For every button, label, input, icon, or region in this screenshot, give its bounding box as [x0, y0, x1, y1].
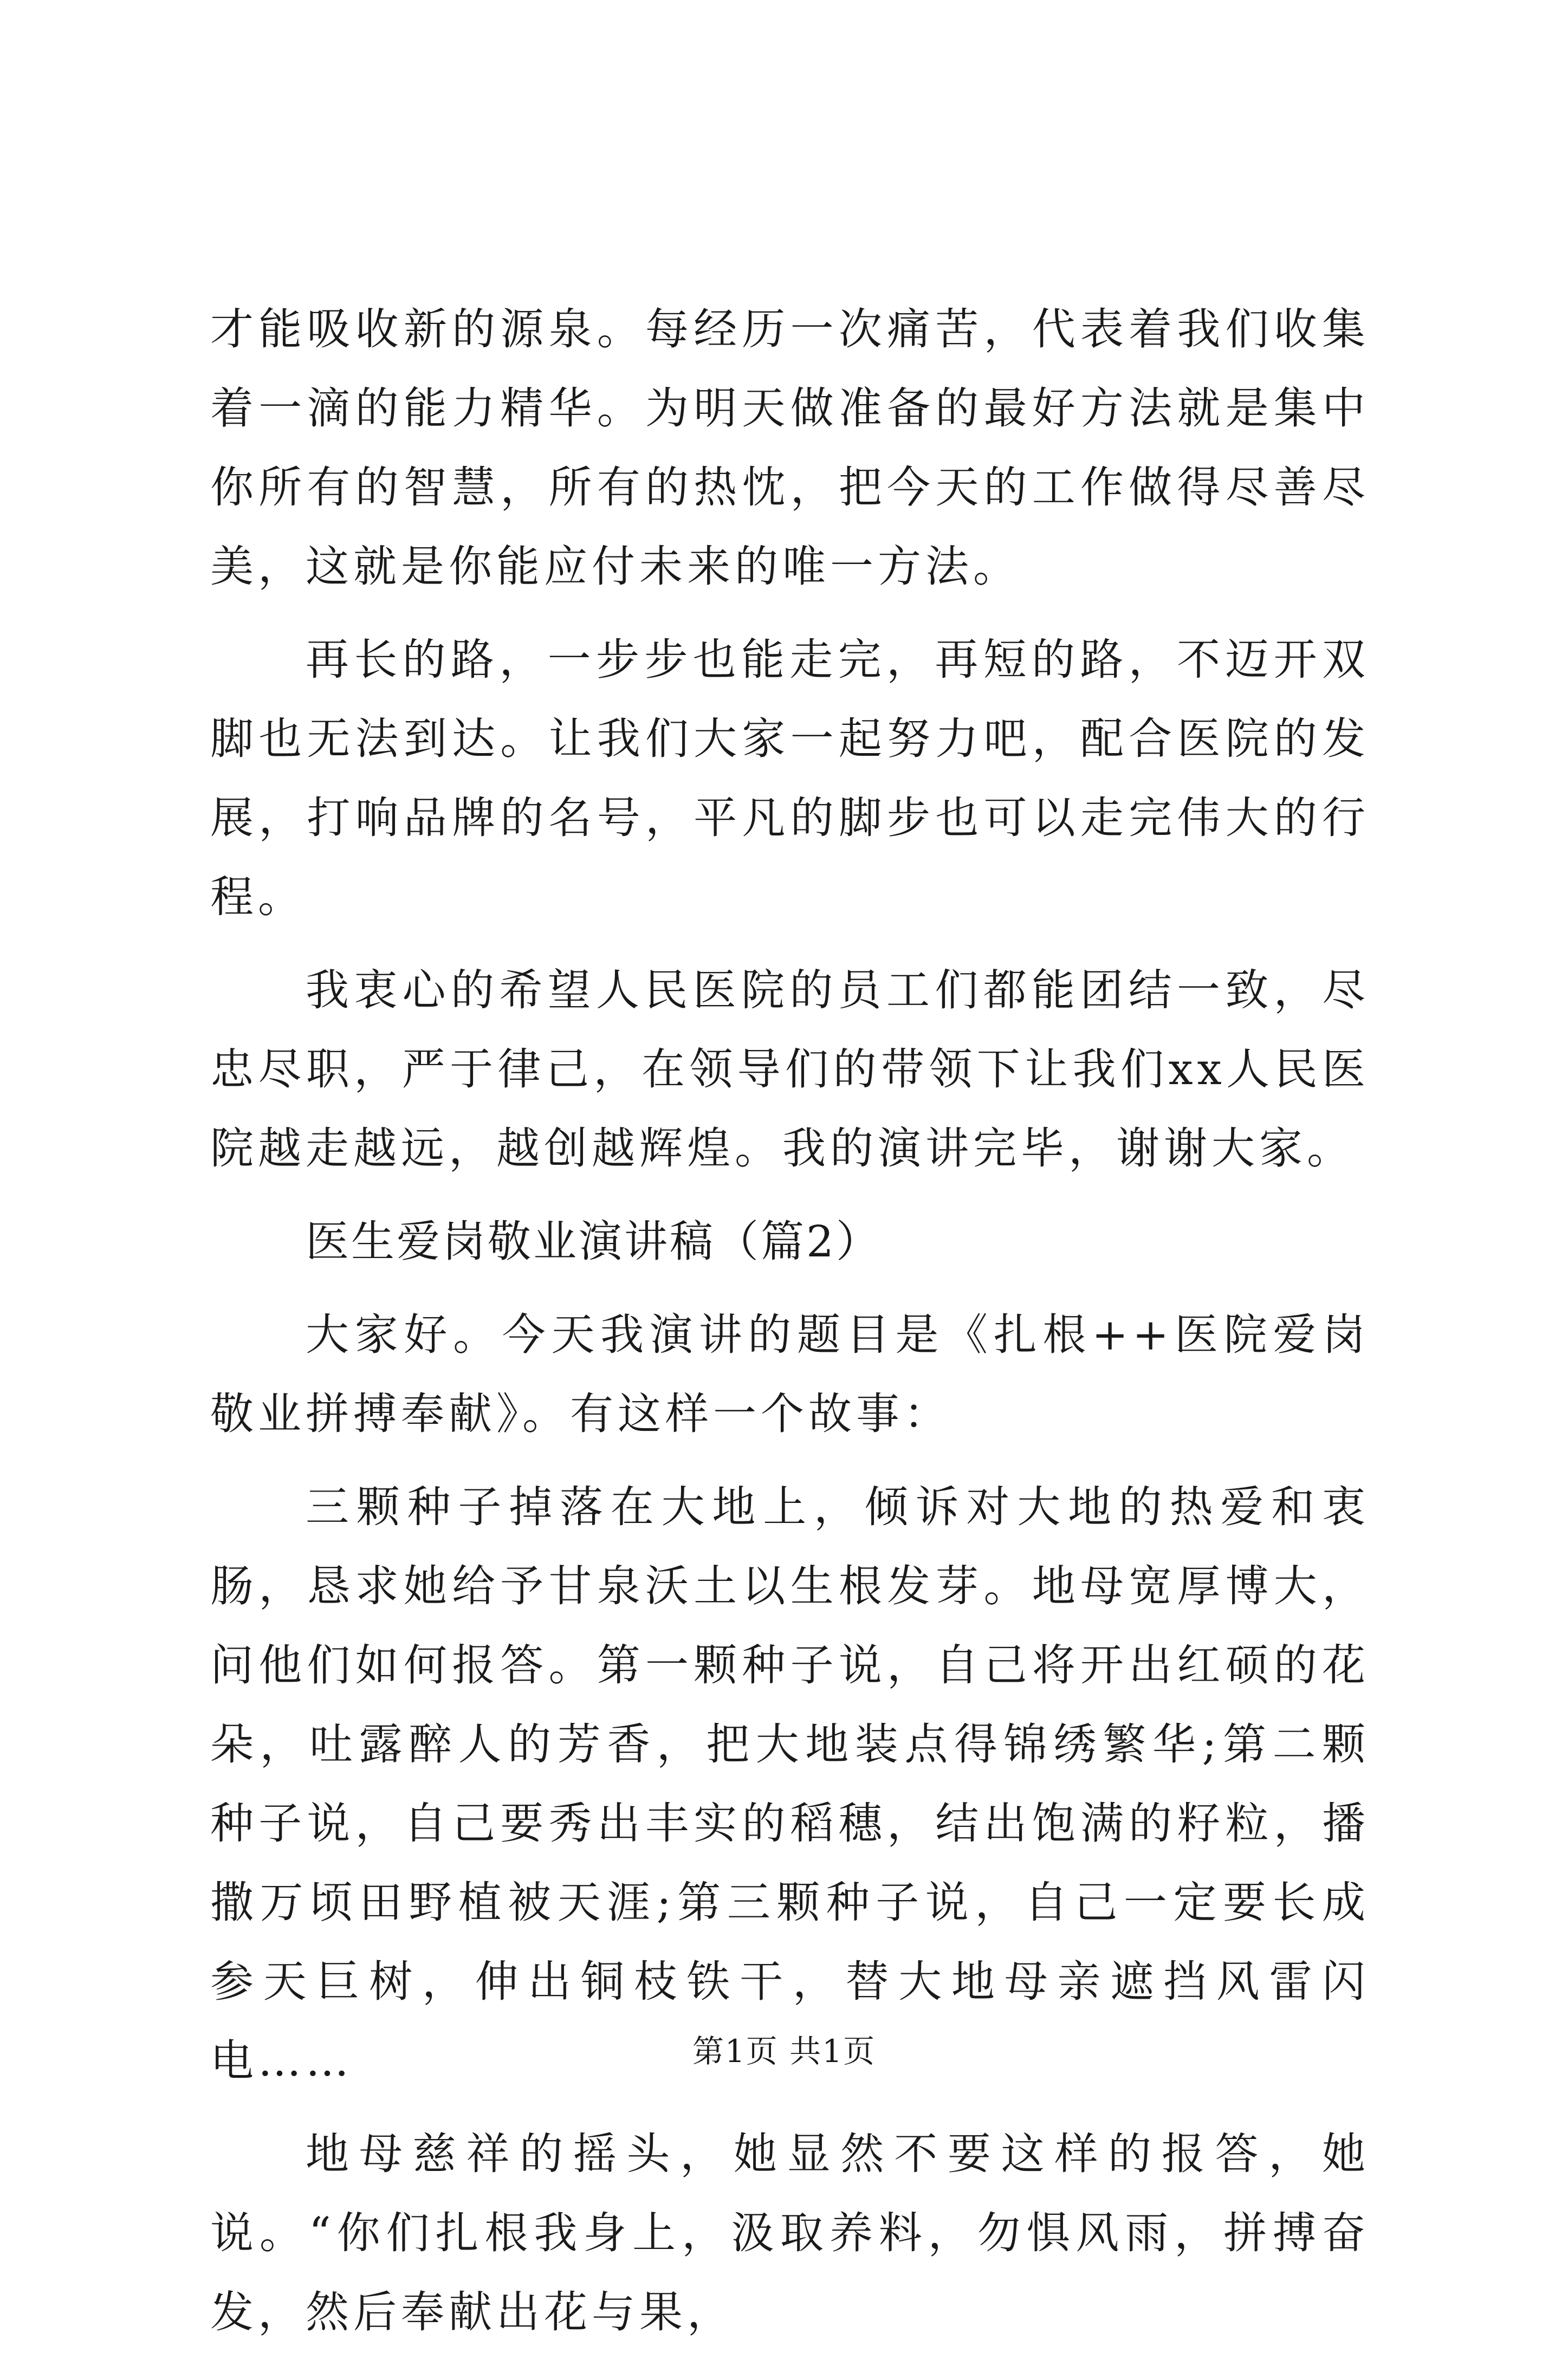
- section-heading: 医生爱岗敬业演讲稿（篇2）: [306, 1216, 882, 1267]
- paragraph-6: 三颗种子掉落在大地上，倾诉对大地的热爱和衷肠，恳求她给予甘泉沃土以生根发芽。地母宽厚博大，问他们如何报答。第一颗种子说，自己将开出红硕的花朵，吐露醉人的芳香，把大地装点得锦绣繁华;第二颗种子说，自己要秀出丰实的稻穗，结出饱满的籽粒，播撒万顷田野植被天涯;第三颗种子说，自己一定要长成参天巨树，伸出铜枝铁干，替大地母亲遮挡风雷闪电……: [210, 1482, 1370, 2086]
- paragraph-7: 地母慈祥的摇头，她显然不要这样的报答，她说。“你们扎根我身上，汲取养料，勿惧风雨，拼搏奋发，然后奉献出花与果，: [210, 2129, 1370, 2337]
- paragraph-5: 大家好。今天我演讲的题目是《扎根++医院爱岗敬业拼搏奉献》。有这样一个故事：: [210, 1310, 1370, 1439]
- paragraph-3: 我衷心的希望人民医院的员工们都能团结一致，尽忠尽职，严于律己，在领导们的带领下让我们xx人民医院越走越远，越创越辉煌。我的演讲完毕，谢谢大家。: [210, 965, 1370, 1174]
- paragraph-1: 才能吸收新的源泉。每经历一次痛苦，代表着我们收集着一滴的能力精华。为明天做准备的最好方法就是集中你所有的智慧，所有的热忱，把今天的工作做得尽善尽美，这就是你能应付未来的唯一方法。: [210, 304, 1370, 592]
- paragraph-2: 再长的路，一步步也能走完，再短的路，不迈开双脚也无法到达。让我们大家一起努力吧，配合医院的发展，打响品牌的名号，平凡的脚步也可以走完伟大的行程。: [210, 634, 1370, 922]
- page-number-label: 第1页 共1页: [692, 2033, 876, 2070]
- page-footer: [0, 2030, 1568, 2073]
